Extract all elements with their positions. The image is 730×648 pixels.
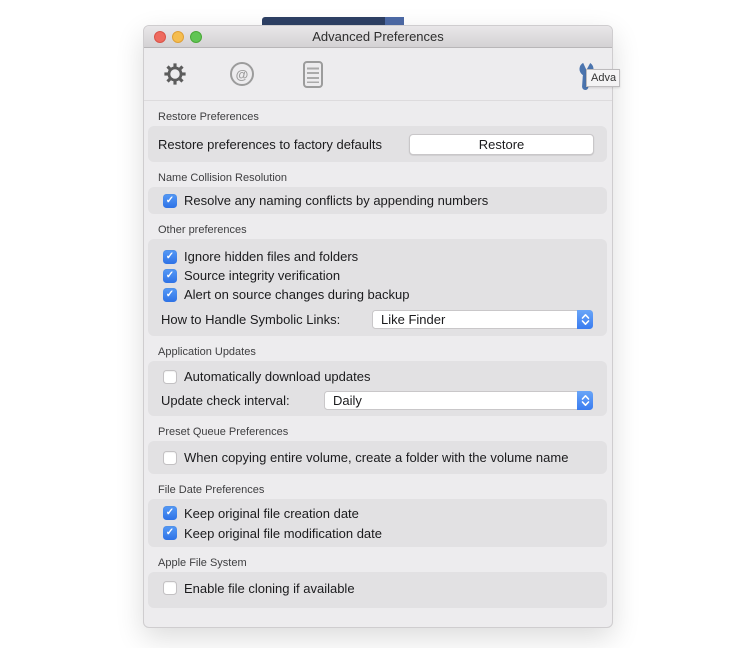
update-interval-row — [163, 390, 593, 410]
notes-icon[interactable] — [303, 61, 323, 88]
checkbox-label[interactable]: Ignore hidden files and folders — [184, 249, 359, 264]
section-header-preset-queue: Preset Queue Preferences — [158, 426, 289, 438]
checkbox-label[interactable]: Keep original file creation date — [184, 505, 359, 521]
section-header-restore-preferences: Restore Preferences — [158, 111, 259, 123]
restore-description: Restore preferences to factory defaults — [158, 136, 383, 152]
symbolic-links-select[interactable] — [372, 310, 593, 329]
checkbox-auto-download[interactable] — [163, 370, 177, 384]
title-bar[interactable] — [144, 26, 612, 48]
checkbox-volume-folder[interactable] — [163, 451, 177, 465]
checkbox-label[interactable]: Resolve any naming conflicts by appending numbers — [184, 193, 489, 208]
checkbox-row-file-cloning — [163, 578, 355, 598]
toolbar-tooltip: Adva — [586, 69, 620, 87]
symbolic-links-row — [163, 309, 593, 329]
chevron-up-down-icon — [577, 310, 593, 329]
toolbar — [144, 48, 612, 101]
application-updates-band — [148, 361, 607, 416]
checkbox-label[interactable]: Source integrity verification — [184, 268, 341, 283]
checkbox-row-alert-source-changes — [163, 285, 593, 304]
section-header-other-preferences: Other preferences — [158, 224, 247, 236]
checkbox-row-auto-download — [163, 367, 593, 386]
section-header-name-collision: Name Collision Resolution — [158, 172, 288, 184]
checkbox-modification-date[interactable] — [163, 526, 177, 540]
update-interval-select[interactable] — [324, 391, 593, 410]
checkbox-label[interactable]: Automatically download updates — [184, 369, 371, 384]
restore-button[interactable]: Restore — [409, 134, 594, 155]
preset-queue-band — [148, 441, 607, 474]
section-header-apple-file-system: Apple File System — [158, 557, 247, 569]
other-preferences-band — [148, 239, 607, 336]
symbolic-links-label: How to Handle Symbolic Links: — [161, 311, 341, 327]
name-collision-band — [148, 187, 607, 214]
traffic-lights — [154, 31, 202, 43]
zoom-button[interactable] — [190, 31, 202, 43]
restore-band — [148, 126, 607, 162]
checkbox-source-integrity[interactable] — [163, 269, 177, 283]
checkbox-label[interactable]: Enable file cloning if available — [184, 580, 355, 596]
advanced-preferences-window — [143, 25, 617, 628]
close-button[interactable] — [154, 31, 166, 43]
checkbox-label[interactable]: Keep original file modification date — [184, 525, 383, 541]
checkbox-alert-source-changes[interactable] — [163, 288, 177, 302]
select-value: Daily — [333, 392, 362, 408]
checkbox-ignore-hidden[interactable] — [163, 250, 177, 264]
preferences-content — [144, 111, 612, 608]
select-value: Like Finder — [381, 311, 446, 327]
file-date-band — [148, 499, 607, 547]
checkbox-row-volume-folder — [163, 448, 568, 468]
chevron-up-down-icon — [577, 391, 593, 410]
checkbox-row-creation-date — [163, 503, 593, 523]
at-sign-icon[interactable] — [230, 62, 254, 86]
checkbox-row-source-integrity — [163, 266, 593, 285]
checkbox-label[interactable]: When copying entire volume, create a folder with the volume name — [184, 450, 569, 465]
minimize-button[interactable] — [172, 31, 184, 43]
window-title: Advanced Preferences — [312, 29, 444, 44]
checkbox-row-append-numbers — [163, 191, 488, 211]
gear-icon[interactable] — [163, 62, 187, 86]
checkbox-label[interactable]: Alert on source changes during backup — [184, 287, 410, 302]
checkbox-file-cloning[interactable] — [163, 581, 177, 595]
section-header-application-updates: Application Updates — [158, 346, 256, 358]
checkbox-append-numbers[interactable] — [163, 194, 177, 208]
checkbox-row-modification-date — [163, 523, 593, 543]
at-glyph: @ — [235, 66, 249, 82]
update-interval-label: Update check interval: — [161, 392, 290, 408]
checkbox-row-ignore-hidden — [163, 247, 593, 266]
section-header-file-date: File Date Preferences — [158, 484, 265, 496]
apple-file-system-band — [148, 572, 607, 608]
checkbox-creation-date[interactable] — [163, 506, 177, 520]
